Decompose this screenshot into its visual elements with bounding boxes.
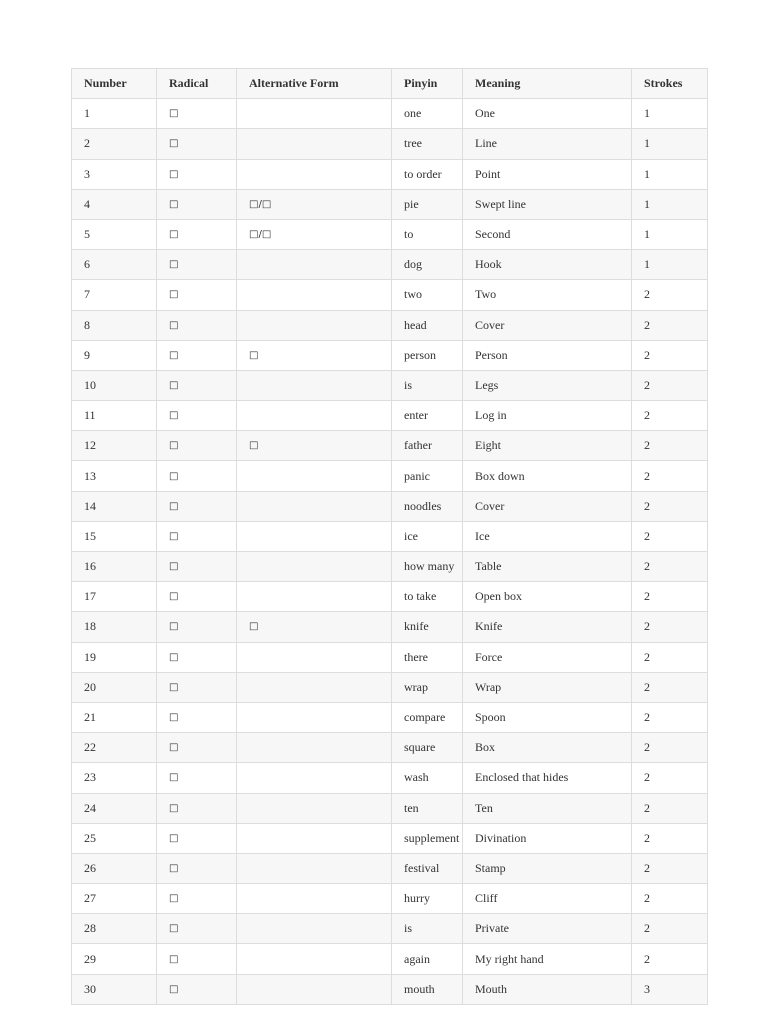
cell-strokes: 2 <box>632 763 708 793</box>
table-row <box>72 219 708 249</box>
cell-pinyin: square <box>392 733 463 763</box>
cell-pinyin: wash <box>392 763 463 793</box>
table-row <box>72 914 708 944</box>
cell-alternative-form <box>237 280 392 310</box>
cell-meaning: Cliff <box>463 884 632 914</box>
cell-strokes: 2 <box>632 552 708 582</box>
cell-strokes: 1 <box>632 250 708 280</box>
table-row <box>72 944 708 974</box>
table-row <box>72 431 708 461</box>
cell-meaning: Table <box>463 552 632 582</box>
cell-pinyin: tree <box>392 129 463 159</box>
cell-meaning: Second <box>463 219 632 249</box>
cell-meaning: Mouth <box>463 974 632 1004</box>
cell-number: 8 <box>72 310 157 340</box>
cell-radical: □ <box>157 340 237 370</box>
cell-number: 30 <box>72 974 157 1004</box>
table-row <box>72 853 708 883</box>
cell-alternative-form <box>237 823 392 853</box>
header-alternative-form: Alternative Form <box>237 69 392 99</box>
table-row <box>72 793 708 823</box>
cell-number: 17 <box>72 582 157 612</box>
cell-radical: □ <box>157 884 237 914</box>
cell-meaning: Box <box>463 733 632 763</box>
cell-number: 6 <box>72 250 157 280</box>
cell-pinyin: father <box>392 431 463 461</box>
header-radical: Radical <box>157 69 237 99</box>
cell-strokes: 2 <box>632 461 708 491</box>
cell-alternative-form <box>237 974 392 1004</box>
cell-radical: □ <box>157 431 237 461</box>
cell-meaning: Hook <box>463 250 632 280</box>
cell-strokes: 2 <box>632 280 708 310</box>
table-row <box>72 702 708 732</box>
cell-strokes: 2 <box>632 401 708 431</box>
cell-pinyin: head <box>392 310 463 340</box>
cell-alternative-form <box>237 521 392 551</box>
table-row <box>72 521 708 551</box>
cell-alternative-form <box>237 129 392 159</box>
cell-strokes: 2 <box>632 944 708 974</box>
cell-number: 27 <box>72 884 157 914</box>
cell-alternative-form <box>237 491 392 521</box>
cell-number: 1 <box>72 99 157 129</box>
cell-meaning: Ten <box>463 793 632 823</box>
cell-radical: □ <box>157 733 237 763</box>
cell-meaning: Line <box>463 129 632 159</box>
table-row <box>72 401 708 431</box>
table-body <box>72 99 708 1005</box>
cell-strokes: 2 <box>632 914 708 944</box>
cell-strokes: 2 <box>632 702 708 732</box>
cell-radical: □ <box>157 823 237 853</box>
cell-alternative-form: □/□ <box>237 189 392 219</box>
cell-alternative-form <box>237 853 392 883</box>
cell-alternative-form <box>237 884 392 914</box>
cell-meaning: Knife <box>463 612 632 642</box>
cell-radical: □ <box>157 189 237 219</box>
cell-pinyin: knife <box>392 612 463 642</box>
table-row <box>72 672 708 702</box>
cell-meaning: Force <box>463 642 632 672</box>
cell-number: 25 <box>72 823 157 853</box>
cell-radical: □ <box>157 370 237 400</box>
table-row <box>72 99 708 129</box>
cell-meaning: Open box <box>463 582 632 612</box>
cell-meaning: Divination <box>463 823 632 853</box>
cell-number: 19 <box>72 642 157 672</box>
cell-pinyin: noodles <box>392 491 463 521</box>
cell-radical: □ <box>157 974 237 1004</box>
cell-pinyin: dog <box>392 250 463 280</box>
cell-number: 22 <box>72 733 157 763</box>
cell-radical: □ <box>157 672 237 702</box>
cell-strokes: 2 <box>632 521 708 551</box>
table-row <box>72 461 708 491</box>
cell-pinyin: two <box>392 280 463 310</box>
cell-strokes: 2 <box>632 491 708 521</box>
cell-radical: □ <box>157 491 237 521</box>
cell-alternative-form <box>237 944 392 974</box>
cell-number: 24 <box>72 793 157 823</box>
cell-alternative-form: □/□ <box>237 219 392 249</box>
cell-strokes: 1 <box>632 159 708 189</box>
cell-pinyin: to take <box>392 582 463 612</box>
cell-alternative-form <box>237 793 392 823</box>
header-strokes: Strokes <box>632 69 708 99</box>
cell-radical: □ <box>157 129 237 159</box>
cell-meaning: Wrap <box>463 672 632 702</box>
cell-alternative-form <box>237 552 392 582</box>
header-meaning: Meaning <box>463 69 632 99</box>
cell-strokes: 1 <box>632 99 708 129</box>
cell-meaning: Ice <box>463 521 632 551</box>
cell-radical: □ <box>157 280 237 310</box>
table-row <box>72 250 708 280</box>
table-row <box>72 733 708 763</box>
cell-number: 12 <box>72 431 157 461</box>
cell-number: 21 <box>72 702 157 732</box>
cell-strokes: 2 <box>632 672 708 702</box>
cell-meaning: Private <box>463 914 632 944</box>
cell-meaning: Cover <box>463 491 632 521</box>
cell-alternative-form <box>237 914 392 944</box>
header-row <box>72 69 708 99</box>
cell-radical: □ <box>157 219 237 249</box>
cell-pinyin: to order <box>392 159 463 189</box>
cell-alternative-form <box>237 250 392 280</box>
cell-pinyin: compare <box>392 702 463 732</box>
cell-alternative-form: □ <box>237 612 392 642</box>
cell-alternative-form <box>237 370 392 400</box>
cell-radical: □ <box>157 461 237 491</box>
table-row <box>72 974 708 1004</box>
cell-number: 26 <box>72 853 157 883</box>
cell-meaning: Stamp <box>463 853 632 883</box>
cell-pinyin: festival <box>392 853 463 883</box>
cell-alternative-form <box>237 310 392 340</box>
cell-alternative-form: □ <box>237 340 392 370</box>
cell-meaning: Eight <box>463 431 632 461</box>
table-row <box>72 340 708 370</box>
cell-pinyin: is <box>392 370 463 400</box>
cell-meaning: Spoon <box>463 702 632 732</box>
table-row <box>72 823 708 853</box>
cell-alternative-form <box>237 582 392 612</box>
cell-pinyin: pie <box>392 189 463 219</box>
cell-pinyin: enter <box>392 401 463 431</box>
cell-radical: □ <box>157 763 237 793</box>
cell-strokes: 2 <box>632 823 708 853</box>
cell-number: 9 <box>72 340 157 370</box>
cell-number: 4 <box>72 189 157 219</box>
cell-radical: □ <box>157 521 237 551</box>
cell-number: 23 <box>72 763 157 793</box>
cell-alternative-form <box>237 733 392 763</box>
table-row <box>72 491 708 521</box>
table-row <box>72 763 708 793</box>
cell-radical: □ <box>157 250 237 280</box>
cell-alternative-form <box>237 642 392 672</box>
cell-number: 2 <box>72 129 157 159</box>
cell-pinyin: again <box>392 944 463 974</box>
cell-radical: □ <box>157 401 237 431</box>
cell-number: 15 <box>72 521 157 551</box>
cell-strokes: 2 <box>632 431 708 461</box>
cell-meaning: Swept line <box>463 189 632 219</box>
cell-strokes: 2 <box>632 582 708 612</box>
cell-alternative-form <box>237 461 392 491</box>
table-row <box>72 159 708 189</box>
table-row <box>72 189 708 219</box>
cell-strokes: 2 <box>632 793 708 823</box>
cell-number: 16 <box>72 552 157 582</box>
cell-number: 28 <box>72 914 157 944</box>
cell-alternative-form <box>237 763 392 793</box>
cell-number: 10 <box>72 370 157 400</box>
cell-alternative-form: □ <box>237 431 392 461</box>
cell-meaning: Log in <box>463 401 632 431</box>
header-number: Number <box>72 69 157 99</box>
cell-alternative-form <box>237 702 392 732</box>
table-row <box>72 884 708 914</box>
cell-alternative-form <box>237 401 392 431</box>
table-row <box>72 280 708 310</box>
cell-strokes: 3 <box>632 974 708 1004</box>
cell-meaning: One <box>463 99 632 129</box>
cell-radical: □ <box>157 914 237 944</box>
cell-strokes: 2 <box>632 310 708 340</box>
cell-alternative-form <box>237 99 392 129</box>
cell-strokes: 2 <box>632 612 708 642</box>
cell-radical: □ <box>157 612 237 642</box>
cell-number: 14 <box>72 491 157 521</box>
cell-pinyin: ice <box>392 521 463 551</box>
table-row <box>72 642 708 672</box>
cell-meaning: My right hand <box>463 944 632 974</box>
cell-meaning: Point <box>463 159 632 189</box>
cell-number: 3 <box>72 159 157 189</box>
cell-strokes: 2 <box>632 642 708 672</box>
table-row <box>72 129 708 159</box>
cell-radical: □ <box>157 582 237 612</box>
cell-alternative-form <box>237 672 392 702</box>
cell-number: 29 <box>72 944 157 974</box>
cell-strokes: 2 <box>632 853 708 883</box>
cell-meaning: Person <box>463 340 632 370</box>
cell-number: 11 <box>72 401 157 431</box>
cell-meaning: Box down <box>463 461 632 491</box>
cell-pinyin: hurry <box>392 884 463 914</box>
cell-number: 20 <box>72 672 157 702</box>
cell-radical: □ <box>157 944 237 974</box>
cell-pinyin: how many <box>392 552 463 582</box>
cell-strokes: 2 <box>632 340 708 370</box>
cell-strokes: 2 <box>632 733 708 763</box>
cell-meaning: Enclosed that hides <box>463 763 632 793</box>
cell-meaning: Two <box>463 280 632 310</box>
table-row <box>72 552 708 582</box>
cell-pinyin: there <box>392 642 463 672</box>
cell-number: 13 <box>72 461 157 491</box>
table-row <box>72 612 708 642</box>
cell-radical: □ <box>157 552 237 582</box>
cell-radical: □ <box>157 853 237 883</box>
cell-meaning: Cover <box>463 310 632 340</box>
cell-radical: □ <box>157 159 237 189</box>
cell-strokes: 1 <box>632 129 708 159</box>
cell-radical: □ <box>157 99 237 129</box>
cell-radical: □ <box>157 702 237 732</box>
cell-meaning: Legs <box>463 370 632 400</box>
cell-pinyin: supplement <box>392 823 463 853</box>
cell-number: 7 <box>72 280 157 310</box>
cell-pinyin: ten <box>392 793 463 823</box>
cell-pinyin: person <box>392 340 463 370</box>
cell-pinyin: panic <box>392 461 463 491</box>
header-pinyin: Pinyin <box>392 69 463 99</box>
cell-pinyin: wrap <box>392 672 463 702</box>
table-row <box>72 370 708 400</box>
cell-strokes: 2 <box>632 884 708 914</box>
table-row <box>72 310 708 340</box>
cell-strokes: 2 <box>632 370 708 400</box>
cell-number: 18 <box>72 612 157 642</box>
cell-pinyin: is <box>392 914 463 944</box>
cell-pinyin: one <box>392 99 463 129</box>
cell-pinyin: to <box>392 219 463 249</box>
cell-number: 5 <box>72 219 157 249</box>
cell-radical: □ <box>157 310 237 340</box>
table-header <box>72 69 708 99</box>
table-row <box>72 582 708 612</box>
cell-strokes: 1 <box>632 219 708 249</box>
cell-radical: □ <box>157 793 237 823</box>
cell-alternative-form <box>237 159 392 189</box>
radicals-table <box>71 68 708 1005</box>
cell-strokes: 1 <box>632 189 708 219</box>
cell-pinyin: mouth <box>392 974 463 1004</box>
cell-radical: □ <box>157 642 237 672</box>
